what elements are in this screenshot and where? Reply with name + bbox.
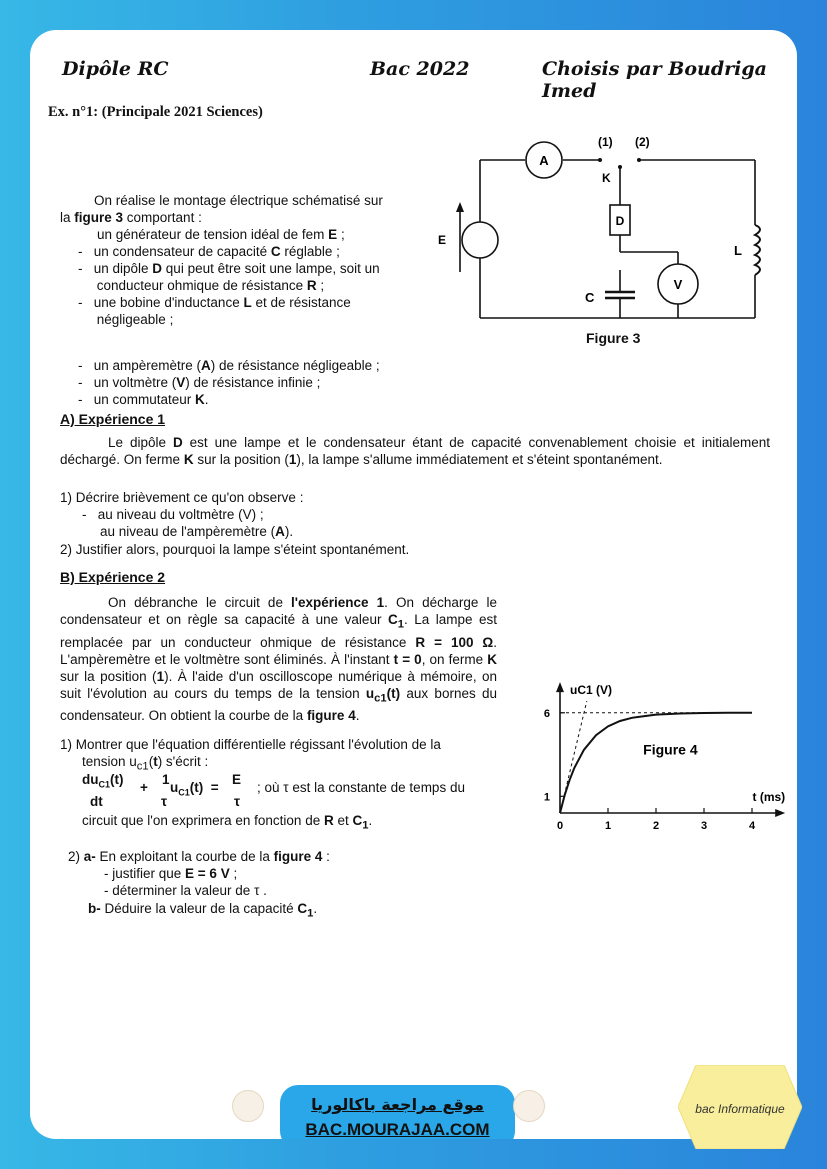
figure4-chart xyxy=(492,595,797,850)
expB-q1-tension: tension $u_{c1}(t)$ s'écrit : xyxy=(82,754,209,773)
intro-item-dipole: - un dipôle D qui peut être soit une lampe, soit un conducteur ohmique de résistance R ; xyxy=(78,261,380,293)
site-logo-icon-left xyxy=(232,1090,264,1122)
header-exam: Bac 2022 xyxy=(370,58,470,80)
voltmeter-label: V xyxy=(673,277,683,292)
expB-q2b: b- Déduire la valeur de la capacité $C_1$. xyxy=(88,901,318,920)
header-topic: Dipôle RC xyxy=(62,58,169,80)
header-author: Choisis par Boudriga Imed xyxy=(542,58,767,102)
expB-q2a2: - déterminer la valeur de τ . xyxy=(104,883,267,898)
x-axis-label: t (ms) xyxy=(752,790,786,804)
expA-q1b: au niveau de l'ampèremètre (A). xyxy=(100,524,294,539)
expB-q2a: 2) a- En exploitant la courbe de la figure 4 : xyxy=(68,849,330,864)
expB-q1-end: circuit que l'on exprimera en fonction de R et $C_1$. xyxy=(82,813,373,832)
exercise-title: Ex. n°1: (Principale 2021 Sciences) xyxy=(48,104,263,120)
emf-label: E xyxy=(438,233,447,247)
y-axis-label: uC1 (V) xyxy=(570,683,612,698)
site-logo-icon-right xyxy=(513,1090,545,1122)
differential-equation: $du_{C1}(t)$ dt + 1 τ $u_{C1}(t)$ = E τ ; où τ est la constante de temps du xyxy=(82,772,465,809)
expB-paragraph: On débranche le circuit de l'expérience 1. On décharge le condensateur et on règle sa capacité à une valeur $C_1$. La lampe est remplacée par un conducteur ohmique de résistance R = 100 Ω. L'ampèremètre et le voltmètre sont éliminés. À l'instant t = 0, on ferme K sur la position (1). À l'aide d'un oscilloscope numérique à mémoire, on suit l'évolution au cours du temps de la tension $u_{c1}(t)$ aux bornes du condensateur. On obtient la courbe de la figure 4. xyxy=(60,595,498,724)
bac-informatique-label: bac Informatique xyxy=(695,1102,785,1116)
expB-q2a1: - justifier que E = 6 V ; xyxy=(104,866,238,881)
x-tick-label-0: 0 xyxy=(556,820,564,832)
intro-item-switch: - un commutateur K. xyxy=(78,392,209,407)
capacitor-label: C xyxy=(585,290,595,305)
expA-q1a: - au niveau du voltmètre (V) ; xyxy=(82,507,264,522)
intro-item-generator: un générateur de tension idéal de fem E ; xyxy=(97,227,345,242)
intro-item-coil: - une bobine d'inductance L et de résistance négligeable ; xyxy=(78,295,351,327)
y-axis-arrow-icon xyxy=(556,682,564,692)
x-tick-label-4: 4 xyxy=(748,820,756,832)
intro-line2: la figure 3 comportant : xyxy=(60,210,202,225)
intro-line1: On réalise le montage électrique schématisé sur xyxy=(94,193,383,208)
figure3-circuit xyxy=(430,130,775,355)
expB-q1: 1) Montrer que l'équation différentielle régissant l'évolution de la xyxy=(60,737,441,752)
charge-curve xyxy=(560,713,752,813)
ammeter-label: A xyxy=(539,153,549,168)
bac-informatique-badge xyxy=(678,1065,802,1149)
x-tick-label-2: 2 xyxy=(652,820,660,832)
emf-arrow-icon xyxy=(456,202,464,212)
inductor-label: L xyxy=(734,243,742,258)
dipole-label: D xyxy=(615,214,625,228)
x-axis-arrow-icon xyxy=(775,809,785,817)
footer-arabic: موقع مراجعة باكالوريا xyxy=(311,1095,484,1114)
expA-q1: 1) Décrire brièvement ce qu'on observe : xyxy=(60,490,304,505)
expA-q2: 2) Justifier alors, pourquoi la lampe s'éteint spontanément. xyxy=(60,542,410,557)
intro-item-voltmeter: - un voltmètre (V) de résistance infinie ; xyxy=(78,375,321,390)
expA-paragraph: Le dipôle D est une lampe et le condensateur étant de capacité convenablement choisie et initialement déchargé. On ferme K sur la position (1), la lampe s'allume immédiatement et s'éteint spontanément. xyxy=(60,435,770,467)
intro-item-capacitor: - un condensateur de capacité C réglable ; xyxy=(78,244,340,259)
section-b-title: B) Expérience 2 xyxy=(60,569,166,585)
chart-title: Figure 4 xyxy=(643,741,698,758)
y-tick-label-1: 1 xyxy=(543,791,550,804)
switch-label: K xyxy=(602,171,611,185)
footer-badge[interactable] xyxy=(280,1085,515,1139)
footer-url[interactable]: BAC.MOURAJAA.COM xyxy=(305,1120,490,1139)
y-tick-label-6: 6 xyxy=(543,707,550,720)
switch-pos1-label: (1) xyxy=(598,135,613,149)
equation-where: ; où τ est la constante de temps du xyxy=(257,780,465,795)
section-a-title: A) Expérience 1 xyxy=(60,411,166,427)
intro-item-ammeter: - un ampèremètre (A) de résistance négligeable ; xyxy=(78,358,380,373)
x-tick-label-3: 3 xyxy=(700,820,708,832)
x-tick-label-1: 1 xyxy=(604,820,612,832)
document-page xyxy=(30,30,797,1139)
figure3-caption: Figure 3 xyxy=(586,330,641,346)
switch-pos2-label: (2) xyxy=(635,135,650,149)
